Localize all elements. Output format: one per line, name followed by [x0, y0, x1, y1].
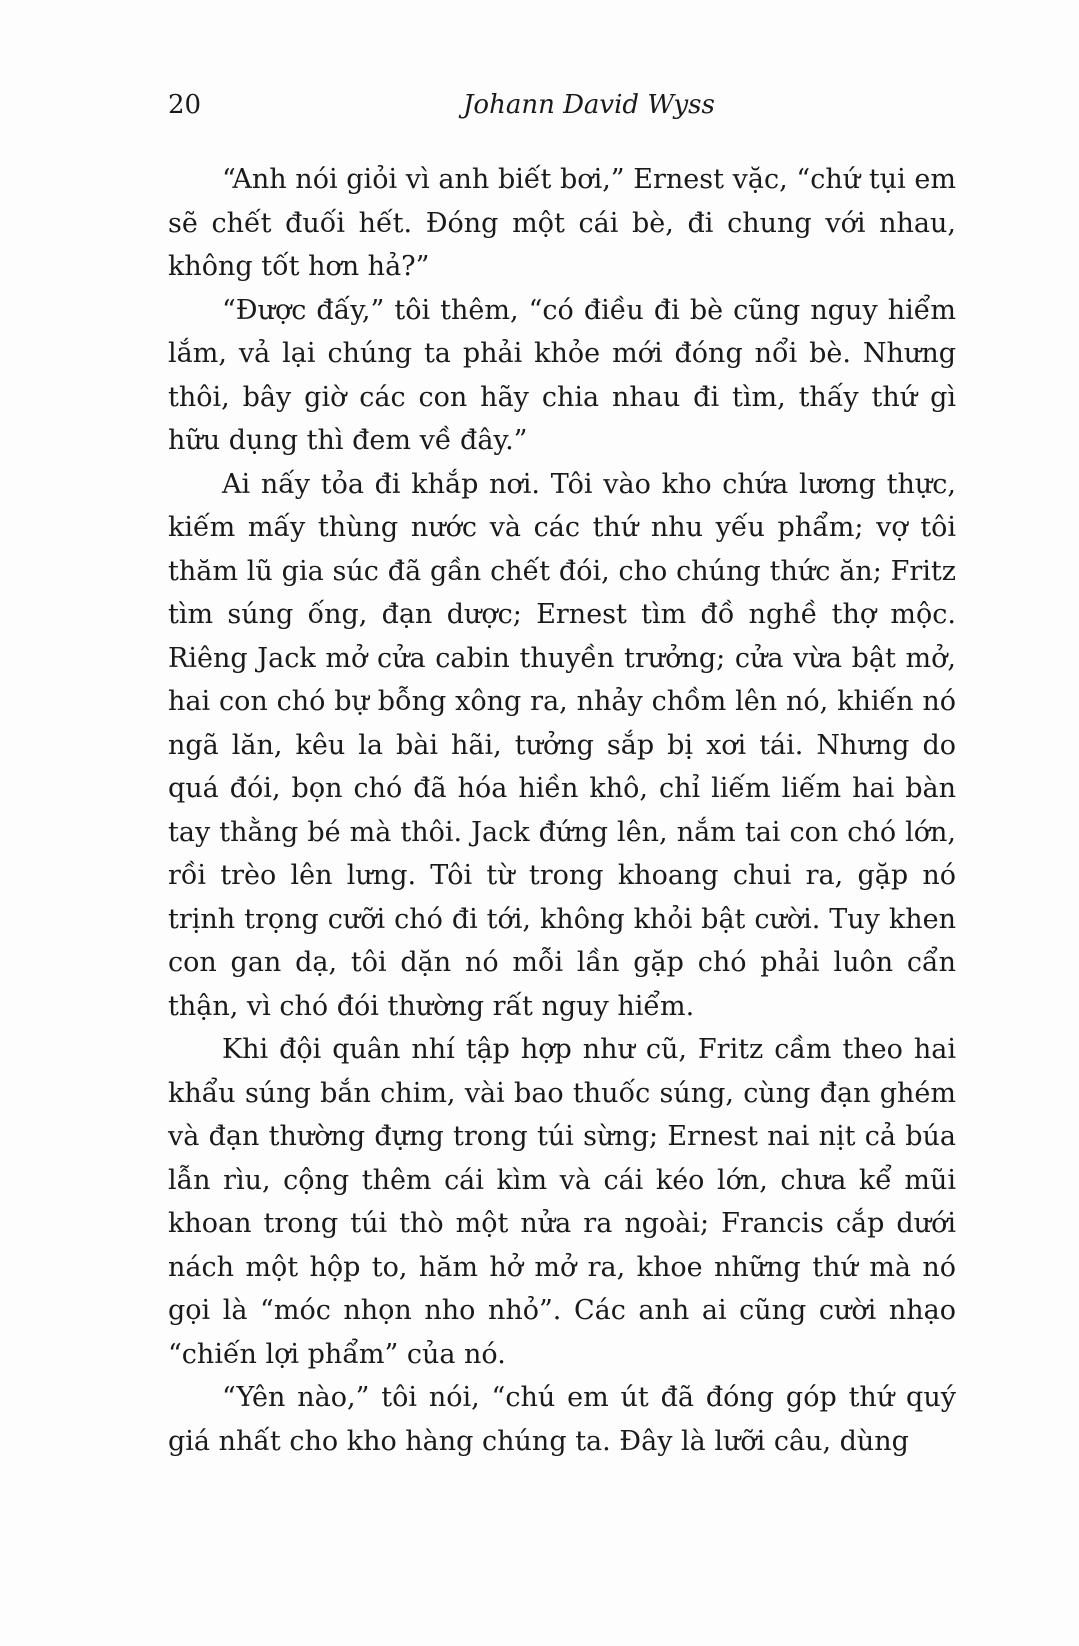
- page-header: [168, 90, 958, 130]
- running-head-author: Johann David Wyss: [463, 90, 715, 120]
- paragraph: Khi đội quân nhí tập hợp như cũ, Fritz cầm theo hai khẩu súng bắn chim, vài bao thuốc súng, cùng đạn ghém và đạn thường đựng trong túi sừng; Ernest nai nịt cả búa lẫn rìu, cộng thêm cái kìm và cái kéo lớn, chưa kể mũi khoan trong túi thò một nửa ra ngoài; Francis cắp dưới nách một hộp to, hăm hở mở ra, khoe những thứ mà nó gọi là “móc nhọn nho nhỏ”. Các anh ai cũng cười nhạo “chiến lợi phẩm” của nó.: [168, 1034, 956, 1370]
- paragraph: “Yên nào,” tôi nói, “chú em út đã đóng góp thứ quý giá nhất cho kho hàng chúng ta. Đây là lưỡi câu, dùng: [168, 1382, 956, 1457]
- paragraph: “Được đấy,” tôi thêm, “có điều đi bè cũng nguy hiểm lắm, vả lại chúng ta phải khỏe mới đóng nổi bè. Nhưng thôi, bây giờ các con hãy chia nhau đi tìm, thấy thứ gì hữu dụng thì đem về đây.”: [168, 294, 956, 456]
- body-text: [168, 158, 956, 1463]
- paragraph: Ai nấy tỏa đi khắp nơi. Tôi vào kho chứa lương thực, kiếm mấy thùng nước và các thứ nhu yếu phẩm; vợ tôi thăm lũ gia súc đã gần chết đói, cho chúng thức ăn; Fritz tìm súng ống, đạn dược; Ernest tìm đồ nghề thợ mộc. Riêng Jack mở cửa cabin thuyền trưởng; cửa vừa bật mở, hai con chó bự bỗng xông ra, nhảy chồm lên nó, khiến nó ngã lăn, kêu la bài hãi, tưởng sắp bị xơi tái. Nhưng do quá đói, bọn chó đã hóa hiền khô, chỉ liếm liếm hai bàn tay thằng bé mà thôi. Jack đứng lên, nắm tai con chó lớn, rồi trèo lên lưng. Tôi từ trong khoang chui ra, gặp nó trịnh trọng cưỡi chó đi tới, không khỏi bật cười. Tuy khen con gan dạ, tôi dặn nó mỗi lần gặp chó phải luôn cẩn thận, vì chó đói thường rất nguy hiểm.: [168, 468, 956, 1022]
- page-number: 20: [168, 90, 202, 120]
- paragraph: “Anh nói giỏi vì anh biết bơi,” Ernest vặc, “chứ tụi em sẽ chết đuối hết. Đóng một cái bè, đi chung với nhau, không tốt hơn hả?”: [168, 164, 956, 282]
